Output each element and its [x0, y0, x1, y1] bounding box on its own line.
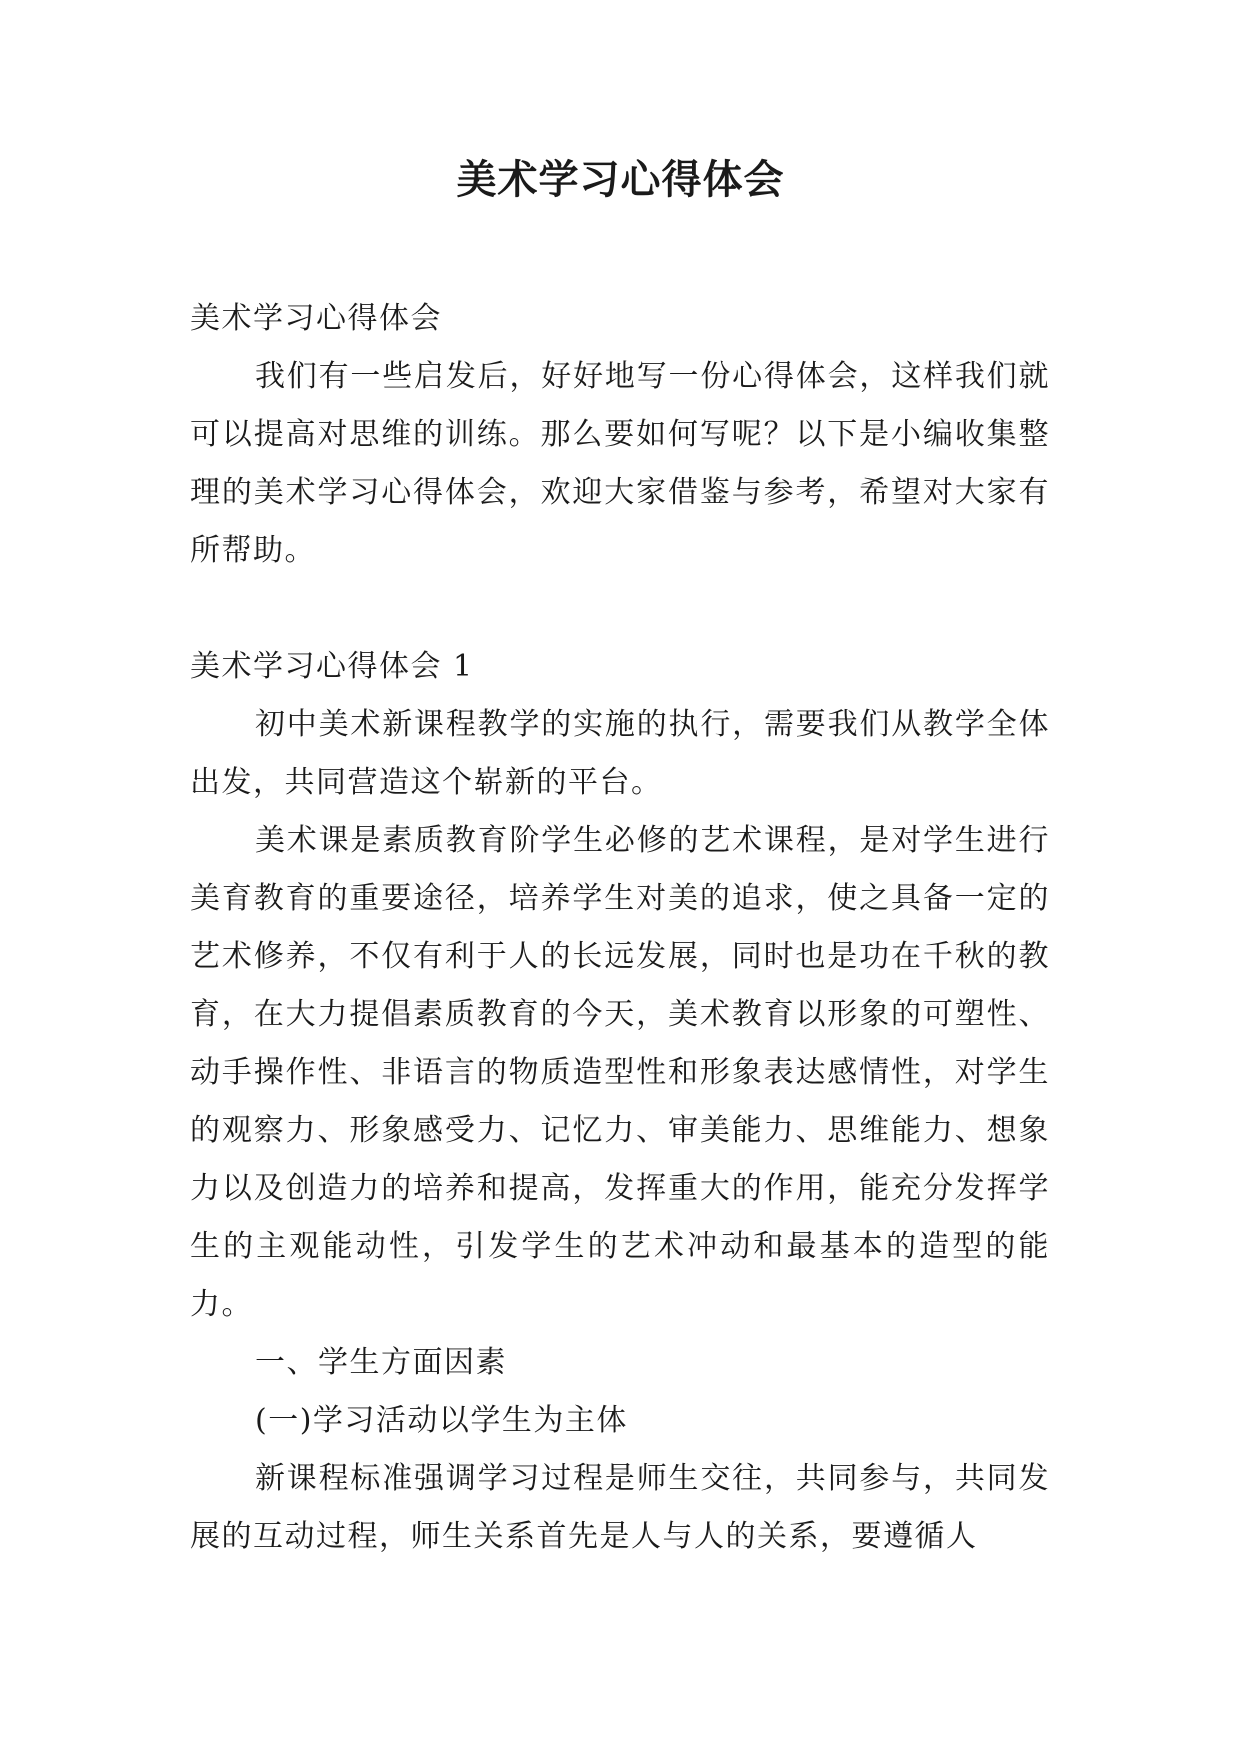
subtitle: 美术学习心得体会 — [190, 301, 442, 336]
document-title: 美术学习心得体会 — [456, 156, 785, 203]
subheading-1: 一、学生方面因素 — [255, 1345, 507, 1380]
subheading-2: (一)学习活动以学生为主体 — [255, 1403, 628, 1438]
paragraph-1: 初中美术新课程教学的实施的执行，需要我们从教学全体出发，共同营造这个崭新的平台。 — [190, 707, 1050, 800]
section-heading: 美术学习心得体会 1 — [190, 649, 474, 684]
document-body — [190, 290, 1050, 1566]
intro-paragraph: 我们有一些启发后，好好地写一份心得体会，这样我们就可以提高对思维的训练。那么要如何写呢？以下是小编收集整理的美术学习心得体会，欢迎大家借鉴与参考，希望对大家有所帮助。 — [190, 359, 1050, 568]
paragraph-3: 新课程标准强调学习过程是师生交往，共同参与，共同发展的互动过程，师生关系首先是人与人的关系，要遵循人 — [190, 1461, 1050, 1554]
section-spacer — [190, 580, 1050, 638]
paragraph-2: 美术课是素质教育阶学生必修的艺术课程，是对学生进行美育教育的重要途径，培养学生对美的追求，使之具备一定的艺术修养，不仅有利于人的长远发展，同时也是功在千秋的教育，在大力提倡素质教育的今天，美术教育以形象的可塑性、动手操作性、非语言的物质造型性和形象表达感情性，对学生的观察力、形象感受力、记忆力、审美能力、思维能力、想象力以及创造力的培养和提高，发挥重大的作用，能充分发挥学生的主观能动性，引发学生的艺术冲动和最基本的造型的能力。 — [190, 823, 1050, 1322]
